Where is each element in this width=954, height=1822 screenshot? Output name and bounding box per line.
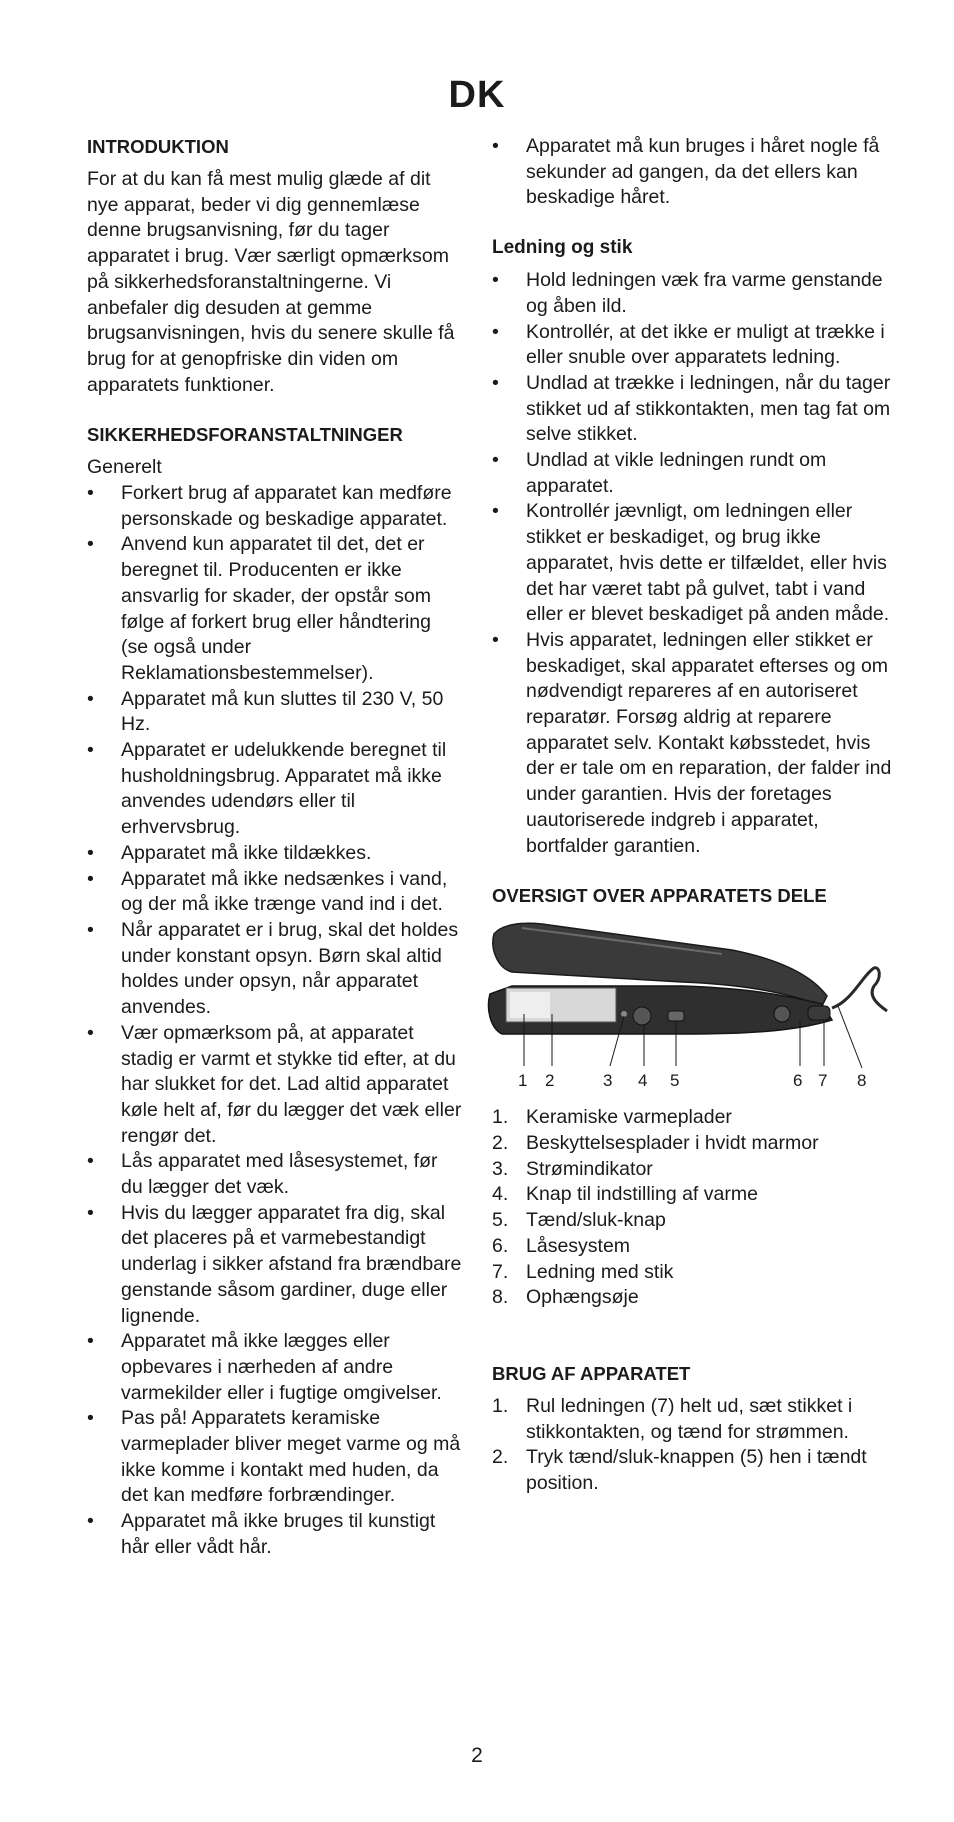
bullet-icon: • [87, 1510, 94, 1533]
list-item: • Undlad at vikle ledningen rundt om apparatet. [492, 449, 827, 497]
safety-list-continued [492, 134, 892, 211]
list-item: • Apparatet må ikke lægges eller opbevares i nærheden af andre varmekilder eller i fugtige omgivelser. [87, 1330, 442, 1404]
list-item: 4. Knap til indstilling af varme [492, 1183, 758, 1206]
list-item: • Apparatet må ikke bruges til kunstigt hår eller vådt hår. [87, 1510, 436, 1558]
callout-6: 6 [793, 1071, 803, 1091]
page-number: 2 [471, 1744, 483, 1767]
usage-list [492, 1394, 892, 1497]
list-item: 8. Ophængsøje [492, 1286, 639, 1309]
list-item: • Apparatet er udelukkende beregnet til husholdningsbrug. Apparatet må ikke anvendes udendørs eller til erhvervsbrug. [87, 739, 447, 839]
list-item: • Apparatet må ikke nedsænkes i vand, og der må ikke trænge vand ind i det. [87, 867, 448, 916]
parts-list [492, 1105, 892, 1311]
bullet-icon: • [492, 628, 499, 651]
callout-4: 4 [638, 1071, 648, 1091]
left-column [87, 134, 462, 1561]
bullet-icon: • [87, 1201, 94, 1224]
list-item: 7. Ledning med stik [492, 1260, 674, 1283]
list-item: 5. Tænd/sluk-knap [492, 1209, 666, 1232]
bullet-icon: • [492, 320, 499, 343]
list-item: • Undlad at trække i ledningen, når du tager stikket ud af stikkontakten, men tag fat om selve stikket. [492, 371, 891, 446]
bullet-icon: • [87, 1150, 94, 1173]
list-item: • Kontrollér, at det ikke er muligt at trække i eller snuble over apparatets ledning. [492, 320, 885, 369]
bullet-icon: • [492, 371, 499, 394]
list-item: • Hvis du lægger apparatet fra dig, skal det placeres på et varmebestandigt underlag i sikker afstand fra brændbare genstande såsom gardiner, duge eller lignende. [87, 1201, 462, 1327]
bullet-icon: • [87, 533, 94, 556]
callout-8: 8 [857, 1071, 867, 1091]
list-item: • Når apparatet er i brug, skal det holdes under konstant opsyn. Børn skal altid holdes under opsyn, når apparatet anvendes. [87, 918, 459, 1019]
bullet-icon: • [87, 841, 94, 864]
cord-heading: Ledning og stik [492, 237, 633, 259]
list-item: 2. Tryk tænd/sluk-knappen (5) hen i tændt position. [492, 1446, 867, 1495]
cord-list [492, 268, 892, 859]
bullet-icon: • [87, 1407, 94, 1430]
bullet-icon: • [492, 269, 499, 292]
page-title: DK [448, 74, 506, 116]
list-item: • Apparatet må ikke tildækkes. [87, 841, 462, 867]
list-item: • Forkert brug af apparatet kan medføre personskade og beskadige apparatet. [87, 482, 452, 530]
bullet-icon: • [87, 739, 94, 762]
parts-heading: OVERSIGT OVER APPARATETS DELE [492, 885, 827, 907]
callout-7: 7 [818, 1071, 828, 1091]
list-item: • Apparatet må kun bruges i håret nogle få sekunder ad gangen, da det ellers kan beskadige håret. [492, 135, 880, 209]
bullet-icon: • [87, 867, 94, 890]
list-item: 2. Beskyttelsesplader i hvidt marmor [492, 1131, 819, 1154]
safety-list [87, 481, 462, 1561]
cord-joint [808, 1006, 830, 1020]
list-item: 1. Keramiske varmeplader [492, 1106, 732, 1129]
list-item: 6. Låsesystem [492, 1234, 631, 1257]
callout-1: 1 [518, 1071, 528, 1091]
list-item: • Lås apparatet med låsesystemet, før du lægger det væk. [87, 1150, 438, 1199]
safety-heading: SIKKERHEDSFORANSTALTNINGER [87, 424, 403, 446]
bullet-icon: • [87, 918, 94, 941]
cord-shape [832, 968, 887, 1011]
list-item: • Anvend kun apparatet til det, det er beregnet til. Producenten er ikke ansvarlig for skader, der opstår som følge af forkert brug eller håndtering (se også under Reklamationsbestemmelser). [87, 533, 432, 684]
bullet-icon: • [492, 449, 499, 472]
list-item: • Pas på! Apparatets keramiske varmeplader bliver meget varme og må ikke komme i kontakt med huden, da det kan medføre forbrændinger. [87, 1407, 461, 1507]
intro-text: For at du kan få mest mulig glæde af dit nye apparat, beder vi dig gennemlæse denne brugsanvisning, før du tager apparatet i brug. Vær særligt opmærksom på sikkerhedsforanstaltningerne. Vi anbefaler dig desuden at gemme brugsanvisningen, hvis du senere skulle få brug for at genopfriske din viden om apparatets funktioner. [87, 168, 455, 396]
bullet-icon: • [87, 482, 94, 505]
usage-heading: BRUG AF APPARATET [492, 1362, 691, 1384]
list-item: 3. Strømindikator [492, 1157, 653, 1180]
list-item: 1. Rul ledningen (7) helt ud, sæt stikket i stikkontakten, og tænd for strømmen. [492, 1394, 853, 1443]
callout-2: 2 [545, 1071, 555, 1091]
bullet-icon: • [87, 687, 94, 710]
bullet-icon: • [87, 1330, 94, 1353]
bullet-icon: • [492, 135, 499, 157]
callout-3: 3 [603, 1071, 613, 1091]
list-item: • Apparatet må kun sluttes til 230 V, 50 Hz. [87, 687, 444, 736]
right-column [492, 134, 892, 1497]
safety-subheading: Generelt [87, 456, 162, 479]
marble-plate [510, 992, 550, 1018]
power-switch [668, 1011, 684, 1021]
list-item: • Hvis apparatet, ledningen eller stikket er beskadiget, skal apparatet efterses og om nødvendigt repareres af en autoriseret reparatør. Forsøg aldrig at reparere apparatet selv. Kontakt købsstedet, hvis der er tale om en reparation, der falder ind under garantien. Hvis der foretages uautoriserede indgreb i apparatet, bortfalder garantien. [492, 628, 892, 857]
list-item: • Kontrollér jævnligt, om ledningen eller stikket er beskadiget, og brug ikke apparatet, hvis dette er tilfældet, eller hvis det har været tabt på gulvet, tabt i vand eller er blevet beskadiget på anden måde. [492, 500, 890, 626]
callout-5: 5 [670, 1071, 680, 1091]
heat-knob [633, 1007, 651, 1025]
bullet-icon: • [492, 500, 499, 523]
bullet-icon: • [87, 1021, 94, 1044]
intro-heading: INTRODUKTION [87, 136, 229, 157]
hair-straightener-illustration [482, 916, 912, 1101]
list-item: • Vær opmærksom på, at apparatet stadig er varmt et stykke tid efter, at du har slukket for det. Lad altid apparatet køle helt af, før du lægger det væk eller rengør det. [87, 1021, 462, 1147]
lock-button [774, 1006, 790, 1022]
list-item: • Hold ledningen væk fra varme genstande og åben ild. [492, 269, 883, 317]
